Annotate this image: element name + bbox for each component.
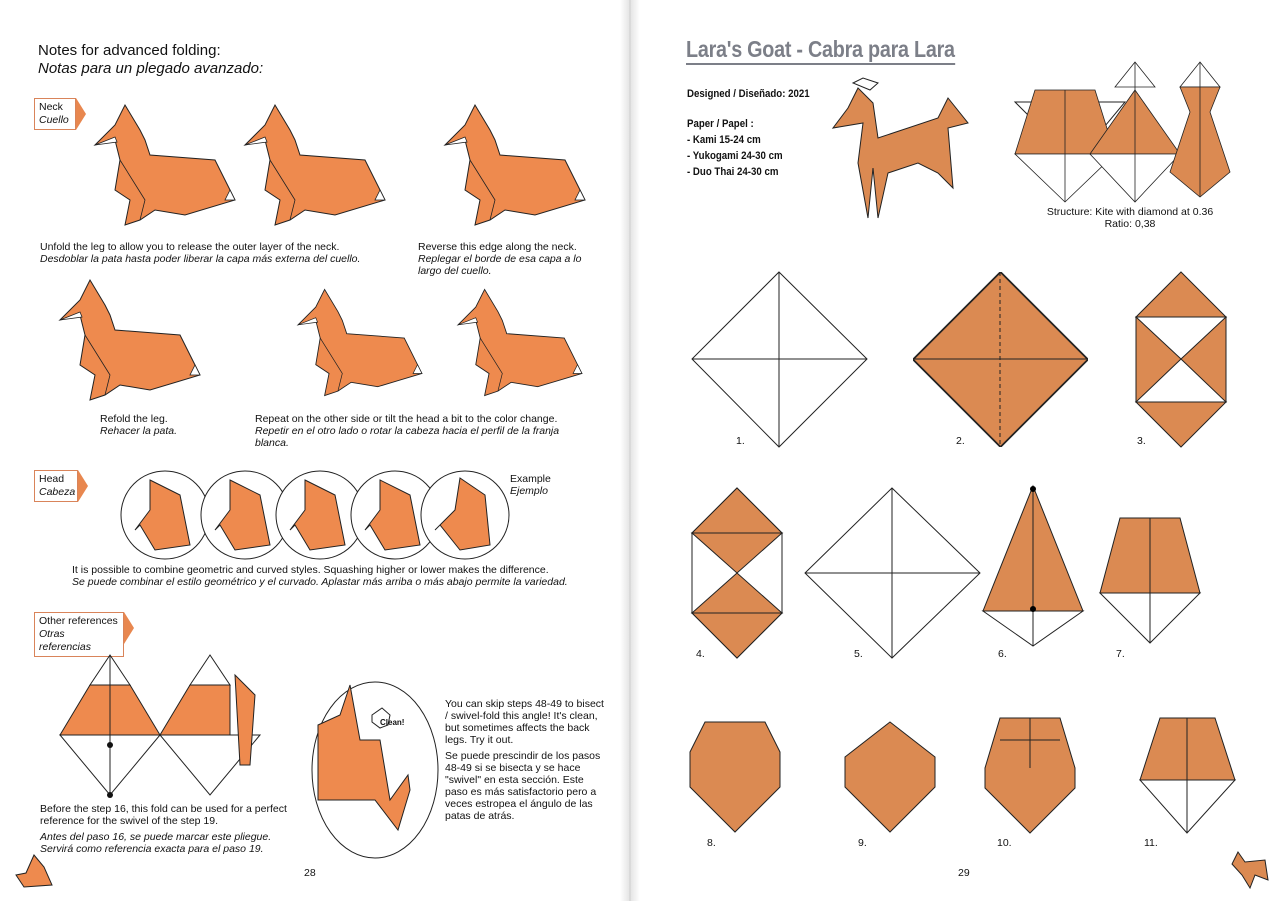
head-variations (120, 470, 500, 560)
fox-diagram-6 (445, 285, 595, 400)
step-5-diagram (805, 488, 980, 658)
paper-item: - Kami 15-24 cm (687, 134, 761, 146)
neck-step3-en: Refold the leg. (100, 413, 168, 425)
head-tag-en: Head (39, 473, 65, 485)
clean-fold-oval (310, 680, 440, 860)
fox-logo-icon (14, 855, 54, 890)
paper-label: Paper / Papel : (687, 118, 754, 130)
step-label: 9. (858, 837, 867, 849)
neck-step4-es: Repetir en el otro lado o rotar la cabeza hacia el perfil de la franja blanca. (255, 425, 560, 449)
skip-text-es: Se puede prescindir de los pasos 48-49 si se bisecta y se hace "swivel" en esta sección. Este paso es más satisfactorio pero a veces estropea el ángulo de las patas de atrás. (445, 750, 601, 822)
head-tag-es: Cabeza (39, 486, 76, 498)
neck-step1-en: Unfold the leg to allow you to release the outer layer of the neck. (40, 241, 340, 253)
page-number-left: 28 (304, 867, 316, 879)
fox-diagram-1 (85, 100, 245, 230)
neck-tag-en: Neck (39, 101, 63, 113)
skip-text-en: You can skip steps 48-49 to bisect / swivel-fold this angle! It's clean, but sometimes affects the back legs. Try it out. (445, 698, 604, 746)
designed-text: Designed / Diseñado: 2021 (687, 88, 810, 100)
step-label: 3. (1137, 435, 1146, 447)
step-11-diagram (1140, 718, 1235, 833)
heading-en: Notes for advanced folding: (38, 42, 221, 59)
page-number-right: 29 (958, 867, 970, 879)
example-es: Ejemplo (510, 485, 548, 497)
step-10-diagram (985, 718, 1075, 833)
refs-tag-es: Otras referencias (39, 628, 91, 653)
step-label: 4. (696, 648, 705, 660)
step-label: 7. (1116, 648, 1125, 660)
refs-text-en: Before the step 16, this fold can be used for a perfect reference for the swivel of the step 19. (40, 803, 287, 827)
step-label: 10. (997, 837, 1012, 849)
step-2-diagram (913, 272, 1088, 447)
structure-text: Structure: Kite with diamond at 0.36 (1046, 206, 1214, 218)
step-label: 5. (854, 648, 863, 660)
fox-diagram-4 (50, 275, 210, 405)
crease-structure-diagram (1015, 62, 1235, 202)
heading-es: Notas para un plegado avanzado: (38, 60, 264, 77)
neck-step2-en: Reverse this edge along the neck. (418, 241, 577, 253)
step-label: 6. (998, 648, 1007, 660)
right-page (640, 0, 1277, 901)
paper-info (687, 116, 783, 180)
neck-step1-es: Desdoblar la pata hasta poder liberar la capa más externa del cuello. (40, 253, 361, 265)
step-1-diagram (692, 272, 867, 447)
reference-diagram (55, 655, 275, 795)
neck-tag (34, 98, 76, 130)
step-3-diagram (1136, 272, 1226, 447)
head-tag (34, 470, 78, 502)
paper-item: - Duo Thai 24-30 cm (687, 166, 779, 178)
head-text-en: It is possible to combine geometric and curved styles. Squashing higher or lower makes the difference. (72, 564, 549, 576)
refs-text-es: Antes del paso 16, se puede marcar este pliegue. Servirá como referencia exacta para el paso 19. (40, 831, 272, 855)
step-4-diagram (692, 488, 782, 658)
step-label: 11. (1144, 837, 1158, 849)
paper-item: - Yukogami 24-30 cm (687, 150, 783, 162)
step-label: 2. (956, 435, 965, 447)
step-8-diagram (690, 722, 780, 832)
ratio-text: Ratio: 0,38 (1104, 218, 1156, 230)
clean-label: Clean! (380, 718, 405, 727)
head-text-es: Se puede combinar el estilo geométrico y el curvado. Aplastar más arriba o más abajo permite la variedad. (72, 576, 568, 588)
goat-model-image (828, 78, 973, 218)
neck-step2-es: Replegar el borde de esa capa a lo largo del cuello. (418, 253, 582, 277)
book-gutter (620, 0, 640, 901)
step-label: 8. (707, 837, 716, 849)
example-en: Example (510, 473, 551, 485)
references-tag (34, 612, 124, 657)
refs-tag-en: Other references (39, 615, 118, 627)
fox-diagram-5 (285, 285, 435, 400)
goat-logo-icon (1230, 850, 1270, 890)
step-label: 1. (736, 435, 745, 447)
step-7-diagram (1100, 518, 1200, 643)
fox-diagram-3 (435, 100, 595, 230)
page-title: Lara's Goat - Cabra para Lara (686, 36, 955, 65)
neck-tag-es: Cuello (39, 114, 69, 126)
step-6-diagram (983, 486, 1083, 646)
neck-step4-en: Repeat on the other side or tilt the head a bit to the color change. (255, 413, 558, 425)
step-9-diagram (845, 722, 935, 832)
left-page (0, 0, 620, 901)
fox-diagram-2 (235, 100, 395, 230)
neck-step3-es: Rehacer la pata. (100, 425, 178, 437)
